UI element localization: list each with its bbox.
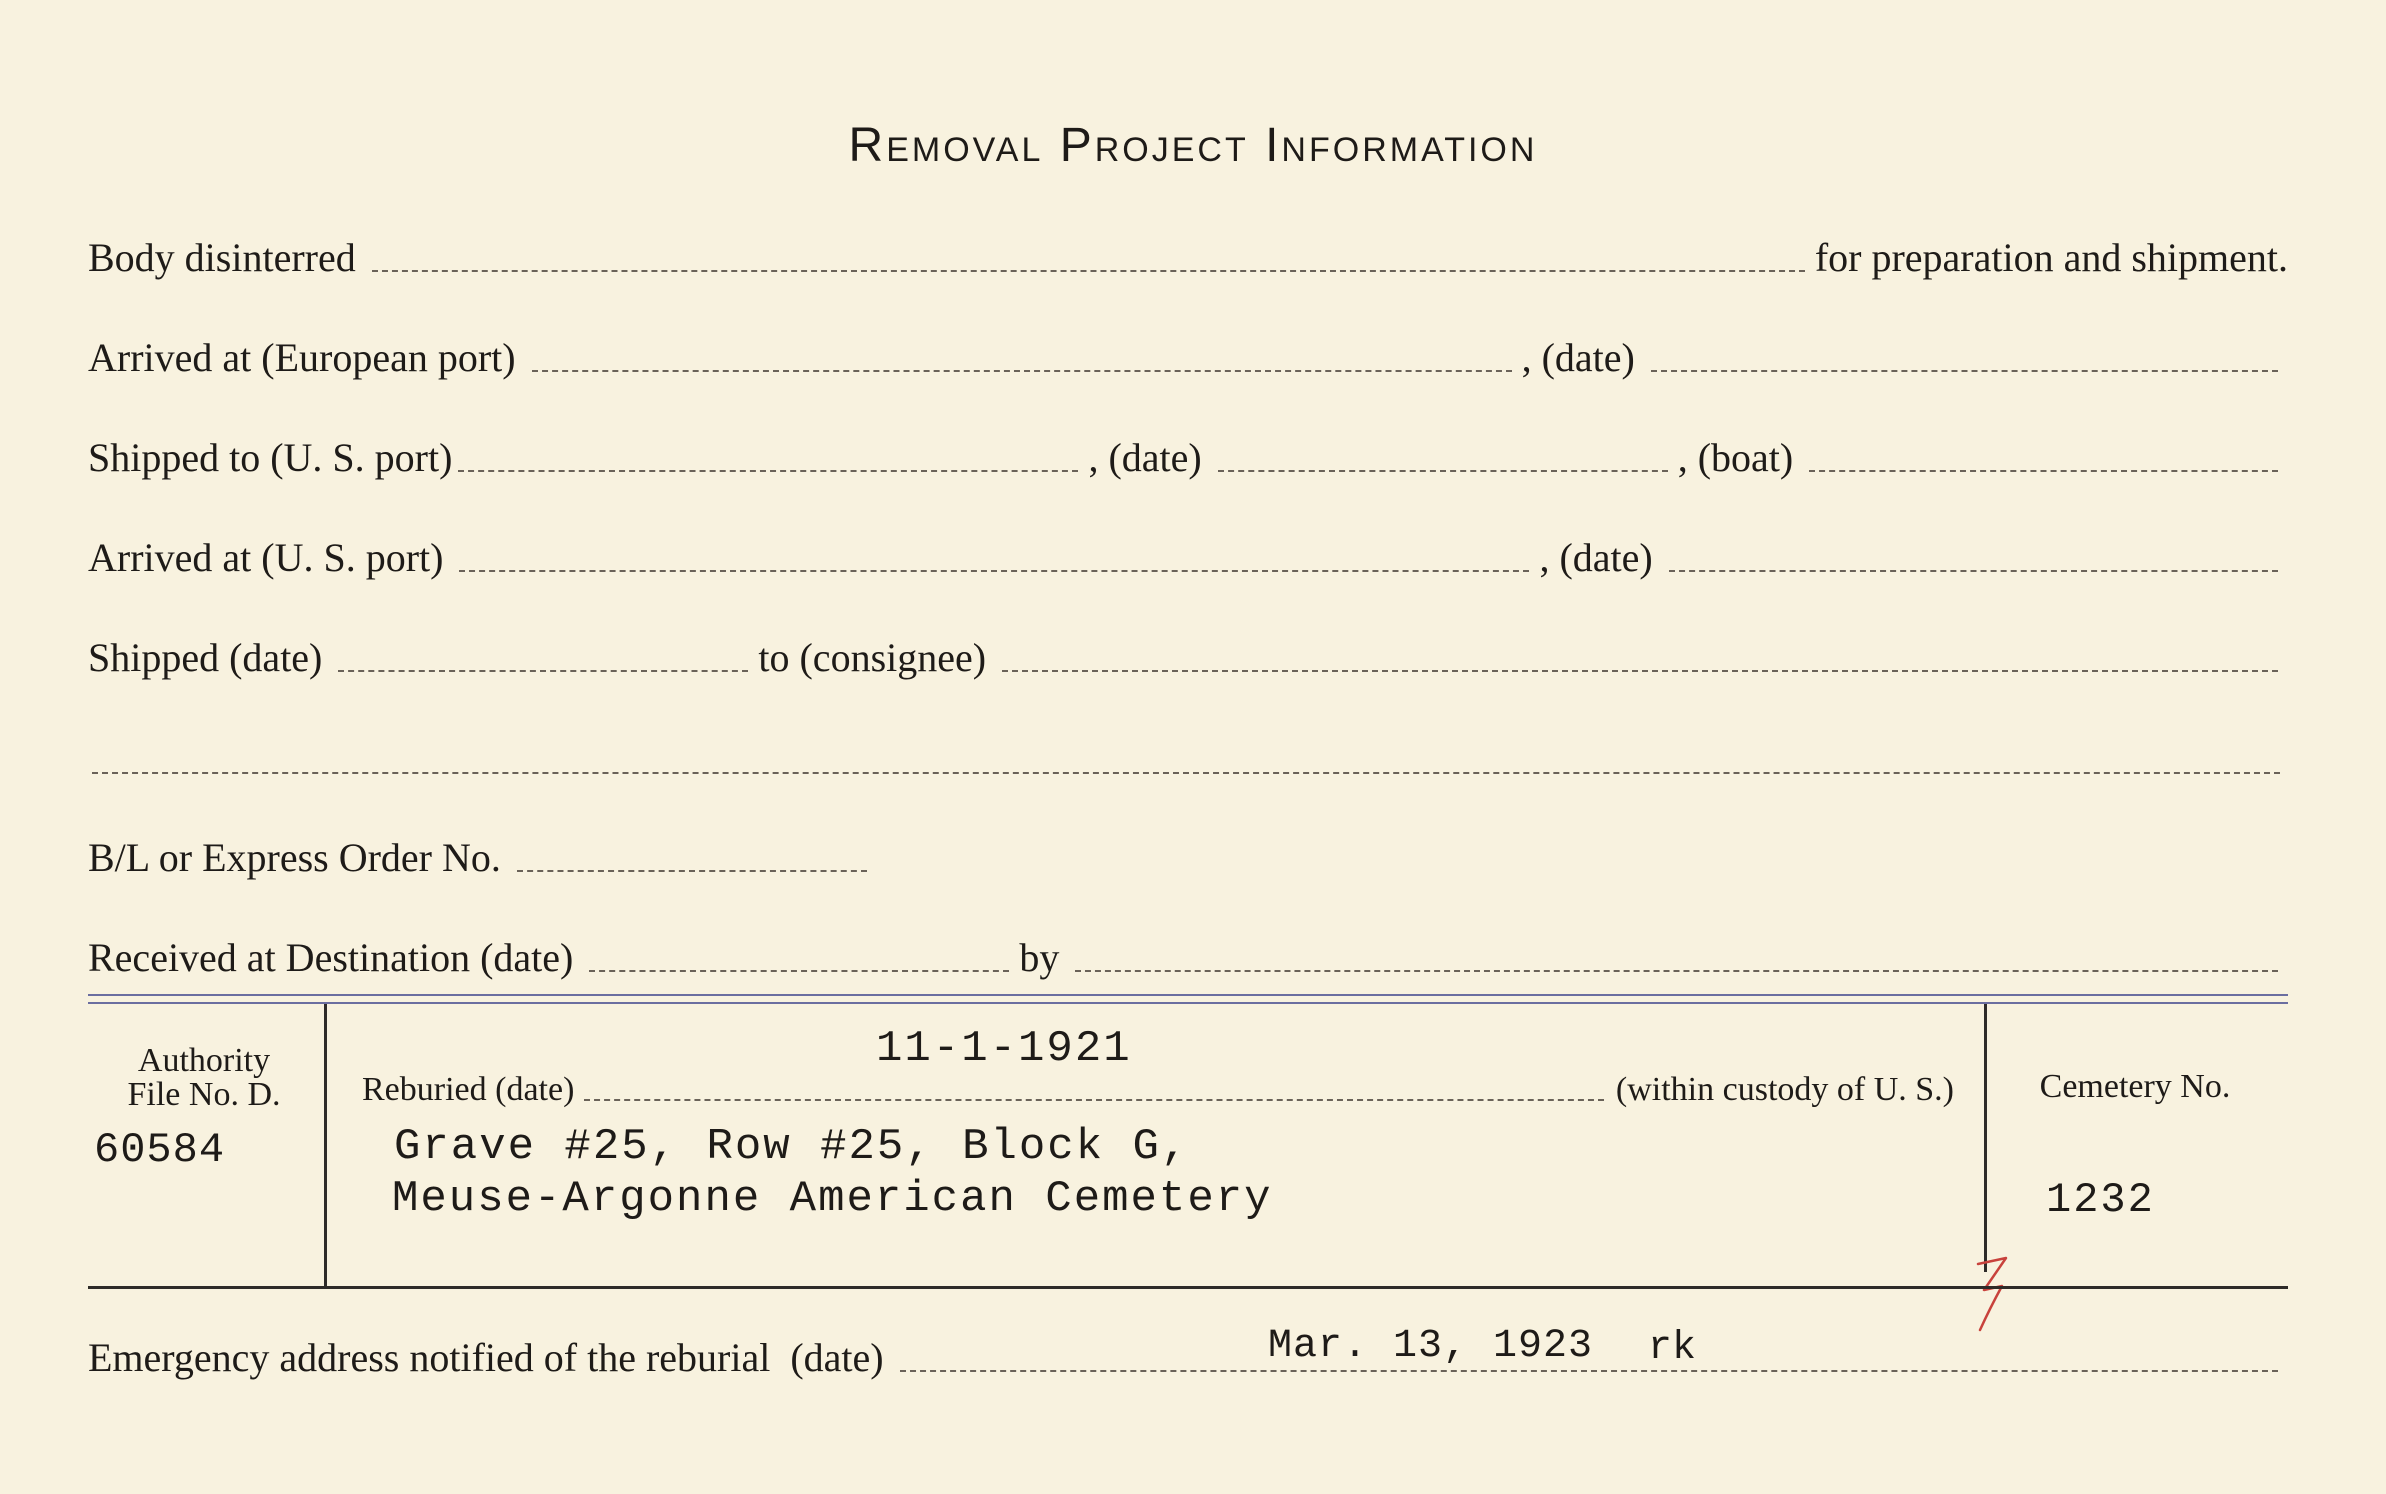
red-check-mark-icon <box>1972 1250 2018 1338</box>
consignee-field[interactable] <box>1002 670 2278 672</box>
body-disinterred-row <box>88 234 2288 282</box>
arrived-european-row <box>88 334 2288 382</box>
shipped-date-field[interactable] <box>338 670 748 672</box>
arrived-european-date-label: , (date) <box>1521 335 1635 380</box>
bl-order-field[interactable] <box>517 870 867 872</box>
received-row <box>88 934 2288 982</box>
reburied-date-field[interactable] <box>584 1099 1604 1101</box>
emergency-row <box>88 1334 2288 1382</box>
authority-label-line2: File No. D. <box>127 1076 281 1113</box>
emergency-label: Emergency address notified of the reburial (date) <box>88 1335 884 1380</box>
arrived-us-label: Arrived at (U. S. port) <box>88 535 444 580</box>
grave-location-line1: Grave #25, Row #25, Block G, <box>394 1122 1190 1172</box>
received-by-label: by <box>1019 935 1060 980</box>
arrived-us-date-field[interactable] <box>1669 570 2278 572</box>
body-disinterred-suffix: for preparation and shipment. <box>1814 235 2288 280</box>
shipped-date-label: Shipped (date) <box>88 635 323 680</box>
shipped-us-date-label: , (date) <box>1088 435 1202 480</box>
authority-label <box>104 1044 304 1112</box>
emergency-date-value: Mar. 13, 1923 <box>1268 1324 1594 1369</box>
shipped-us-date-field[interactable] <box>1218 470 1668 472</box>
cemetery-number-value: 1232 <box>2046 1176 2155 1224</box>
received-label: Received at Destination (date) <box>88 935 574 980</box>
shipped-us-boat-label: , (boat) <box>1677 435 1794 480</box>
section-divider <box>88 994 2288 1004</box>
custody-label: (within custody of U. S.) <box>1615 1071 1954 1108</box>
shipped-us-label: Shipped to (U. S. port) <box>88 435 453 480</box>
arrived-european-date-field[interactable] <box>1651 370 2278 372</box>
arrived-us-port-field[interactable] <box>459 570 1529 572</box>
emergency-initials: rk <box>1648 1326 1697 1371</box>
grave-location-line2: Meuse-Argonne American Cemetery <box>392 1174 1273 1224</box>
emergency-date-field[interactable] <box>900 1370 2278 1372</box>
arrived-us-row <box>88 534 2288 582</box>
arrived-european-port-field[interactable] <box>532 370 1512 372</box>
arrived-us-date-label: , (date) <box>1539 535 1653 580</box>
bl-order-row <box>88 834 877 882</box>
body-disinterred-field[interactable] <box>372 270 1805 272</box>
shipped-date-row <box>88 634 2288 682</box>
authority-label-line1: Authority <box>137 1042 271 1079</box>
cemetery-number-label: Cemetery No. <box>2039 1068 2231 1105</box>
bottom-divider <box>88 1286 2288 1289</box>
column-divider-left <box>324 1004 327 1286</box>
reburied-row <box>362 1070 1954 1110</box>
body-disinterred-label: Body disinterred <box>88 235 356 280</box>
bl-order-label: B/L or Express Order No. <box>88 835 501 880</box>
consignee-continuation-field[interactable] <box>92 772 2280 774</box>
arrived-european-label: Arrived at (European port) <box>88 335 516 380</box>
shipped-us-port-field[interactable] <box>458 470 1078 472</box>
reburied-date-value: 11-1-1921 <box>876 1024 1132 1074</box>
received-by-field[interactable] <box>1075 970 2278 972</box>
reburied-label: Reburied (date) <box>362 1071 575 1108</box>
shipped-us-boat-field[interactable] <box>1809 470 2278 472</box>
card-title: Removal Project Information <box>848 119 1538 172</box>
shipped-us-row <box>88 434 2288 482</box>
consignee-label: to (consignee) <box>758 635 987 680</box>
received-date-field[interactable] <box>589 970 1009 972</box>
column-divider-right <box>1984 1004 1987 1272</box>
authority-file-number: 60584 <box>94 1126 226 1174</box>
